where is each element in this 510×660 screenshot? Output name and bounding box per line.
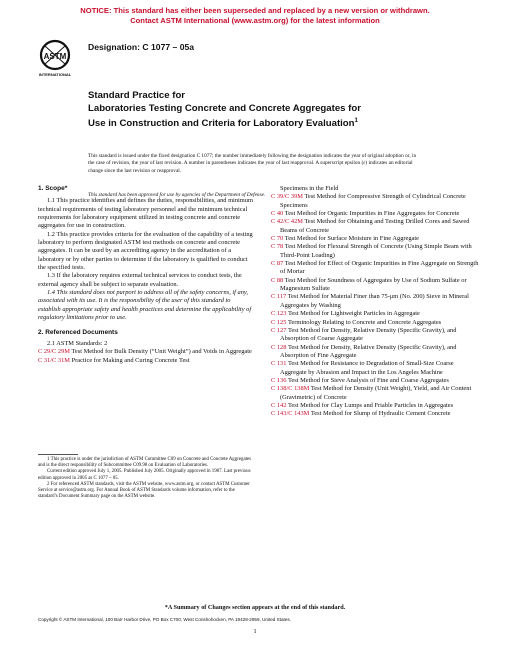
reference-title: Test Method for Density, Relative Density (Specific Gravity), and Absorption of Coarse Aggregate (280, 326, 457, 343)
paragraph-1-3: 1.3 If the laboratory requires external technical services to conduct tests, the external agency shall be subject to separate evaluation. (38, 272, 242, 288)
reference-item (271, 210, 479, 218)
title-line-1: Standard Practice for (88, 90, 186, 101)
left-column (38, 185, 254, 365)
reference-code-link[interactable]: C 29/C 29M (38, 348, 70, 356)
summary-of-changes-note: *A Summary of Changes section appears at the end of this standard. (164, 604, 346, 611)
reference-item (271, 410, 479, 418)
reference-code-link[interactable]: C 125 (271, 318, 287, 326)
reference-code-link[interactable]: C 128 (271, 343, 287, 351)
paragraph-1-4: 1.4 This standard does not purport to address all of the safety concerns, if any, associated with its use. It is the responsibility of the user of this standard to establish appropriate safety and health practices and determine the applicability of regulatory limitations prior to use. (38, 289, 252, 322)
reference-code-link[interactable]: C 131 (271, 360, 287, 368)
reference-code-link[interactable]: C 88 (271, 276, 284, 284)
logo-text: ASTM (43, 52, 67, 61)
reference-item (271, 293, 479, 310)
reference-title: Test Method for Compressive Strength of Cylindrical Concrete Specimens (280, 193, 466, 209)
astm-logo (38, 38, 72, 78)
issued-note: This standard is issued under the fixed designation C 1077; the number immediately following the designation indicates the year of original adoption or, in the case of revision, the year of last revision. A number in parentheses indicates the year of last reapproval. A superscript epsilon (ε) indicates an editorial change since the last revision or reapproval. (88, 153, 417, 174)
reference-title: Test Method for Material Finer than 75-μm (No. 200) Sieve in Mineral Aggregates by Washing (280, 293, 469, 309)
notice-banner (0, 6, 510, 25)
reference-item (38, 357, 254, 365)
approved-note: This standard has been approved for use by agencies of the Department of Defense. (88, 192, 266, 198)
reference-title: Test Method for Soundness of Aggregates by Use of Sodium Sulfate or Magnesium Sulfate (280, 276, 467, 293)
footnote-1-current-edition: Current edition approved July 1, 2005. Published July 2005. Originally approved in 1987. Last previous edition approved in 2005 as C 1077 – 05. (38, 469, 251, 481)
reference-continuation: Specimens in the Field (280, 185, 339, 192)
reference-title: Test Method for Clay Lumps and Friable Particles in Aggregates (287, 401, 454, 409)
reference-code-link[interactable]: C 143/C 143M (271, 410, 310, 418)
copyright: Copyright © ASTM International, 100 Barr Harbor Drive, PO Box C700, West Conshohocken, PA 19428-2959, United States. (38, 617, 291, 622)
reference-title: Test Method for Lightweight Particles in Aggregate (287, 310, 420, 318)
reference-title: Test Method for Slump of Hydraulic Cement Concrete (310, 410, 451, 418)
title-line-2: Laboratories Testing Concrete and Concrete Aggregates for (88, 103, 361, 114)
notice-line-1: NOTICE: This standard has either been superseded and replaced by a new version or withdrawn. (80, 6, 430, 15)
reference-item (271, 402, 479, 410)
reference-item (271, 193, 479, 210)
reference-code-link[interactable]: C 78 (271, 243, 284, 251)
page-number: 1 (253, 628, 257, 635)
reference-item (271, 243, 479, 260)
reference-item (271, 310, 479, 318)
title-line-3-text: Use in Construction and Criteria for Laboratory Evaluation (88, 118, 355, 130)
reference-title: Test Method for Obtaining and Testing Drilled Cores and Sawed Beams of Concrete (280, 218, 470, 234)
reference-code-link[interactable]: C 70 (271, 235, 284, 243)
notice-line-2: Contact ASTM International (www.astm.org) for the latest information (130, 15, 380, 25)
reference-title: Test Method for Density, Relative Density (Specific Gravity), and Absorption of Fine Aggregate (280, 343, 457, 359)
reference-title: Test Method for Organic Impurities in Fine Aggregates for Concrete (284, 210, 460, 218)
reference-item (271, 377, 479, 385)
reference-item (271, 260, 479, 277)
footnote-1: 1 This practice is under the jurisdiction of ASTM Committee C09 on Concrete and Concrete Aggregates and is the direct responsibility of Subcommittee C09.98 on Evaluation of Laboratories. (38, 457, 252, 469)
paragraph-2-1: 2.1 ASTM Standards: 2 (47, 339, 108, 347)
reference-list-right (271, 193, 479, 418)
reference-code-link[interactable]: C 117 (271, 293, 287, 301)
reference-title: Test Method for Sieve Analysis of Fine and Coarse Aggregates (287, 376, 449, 384)
reference-item (271, 218, 479, 235)
reference-title: Terminology Relating to Concrete and Concrete Aggregates (287, 318, 442, 326)
right-column (271, 185, 479, 419)
reference-title: Test Method for Resistance to Degradation of Small-Size Coarse Aggregate by Abrasion and Impact in the Los Angeles Machine (280, 360, 454, 376)
reference-item (38, 348, 254, 356)
reference-code-link[interactable]: C 127 (271, 326, 287, 334)
paragraph-1-2: 1.2 This practice provides criteria for the evaluation of the capability of a testing laboratory to perform designated ASTM test methods on concrete and concrete aggregates. It can be used by an accrediting agency in the accreditation of a laboratory or by other parties to determine if the laboratory is qualified to conduct the specified tests. (38, 230, 253, 272)
reference-code-link[interactable]: C 136 (271, 376, 287, 384)
paragraph-1-1: 1.1 This practice identifies and defines the duties, responsibilities, and minimum technical requirements of testing laboratory personnel and the minimum technical requirements for laboratory equipment utilized in testing concrete and concrete aggregates for use in construction. (38, 197, 253, 230)
title-main (88, 103, 488, 130)
reference-list-left (38, 348, 254, 365)
reference-code-link[interactable]: C 31/C 31M (38, 356, 70, 364)
reference-item (271, 235, 479, 243)
title-line-3 (88, 115, 488, 130)
reference-code-link[interactable]: C 87 (271, 260, 284, 268)
footnote-2: 2 For referenced ASTM standards, visit the ASTM website, www.astm.org, or contact ASTM Customer Service at service@astm.org. For Annual Book of ASTM Standards volume information, refer to the standard’s Document Summary page on the ASTM website. (38, 481, 250, 500)
reference-code-link[interactable]: C 142 (271, 401, 287, 409)
scope-heading: 1. Scope* (38, 185, 68, 192)
reference-title: Test Method for Surface Moisture in Fine Aggregate (284, 235, 420, 243)
reference-code-link[interactable]: C 40 (271, 210, 284, 218)
designation: Designation: C 1077 – 05a (88, 42, 195, 52)
reference-code-link[interactable]: C 138/C 138M (271, 385, 310, 393)
reference-code-link[interactable]: C 123 (271, 310, 287, 318)
reference-title: Test Method for Density (Unit Weight), Yield, and Air Content (Gravimetric) of Concrete (280, 385, 472, 401)
footnotes (38, 457, 254, 500)
reference-title: Test Method for Bulk Density (“Unit Weight”) and Voids in Aggregate (71, 348, 252, 356)
reference-item (271, 319, 479, 327)
footnote-divider (38, 454, 78, 455)
title-footnote-mark: 1 (354, 118, 358, 124)
referenced-documents-heading: 2. Referenced Documents (38, 328, 118, 336)
reference-title: Test Method for Effect of Organic Impurities in Fine Aggregate on Strength of Mortar (280, 260, 479, 276)
reference-item (271, 344, 479, 361)
reference-title: Test Method for Flexural Strength of Concrete (Using Simple Beam with Third-Point Loading) (280, 243, 472, 259)
reference-item (271, 385, 479, 402)
reference-title: Practice for Making and Curing Concrete Test (71, 356, 190, 364)
reference-code-link[interactable]: C 42/C 42M (271, 218, 303, 226)
logo-subtext: INTERNATIONAL (38, 72, 72, 77)
reference-item (271, 327, 479, 344)
reference-code-link[interactable]: C 39/C 39M (271, 193, 303, 201)
reference-item (271, 360, 479, 377)
reference-item (271, 277, 479, 294)
